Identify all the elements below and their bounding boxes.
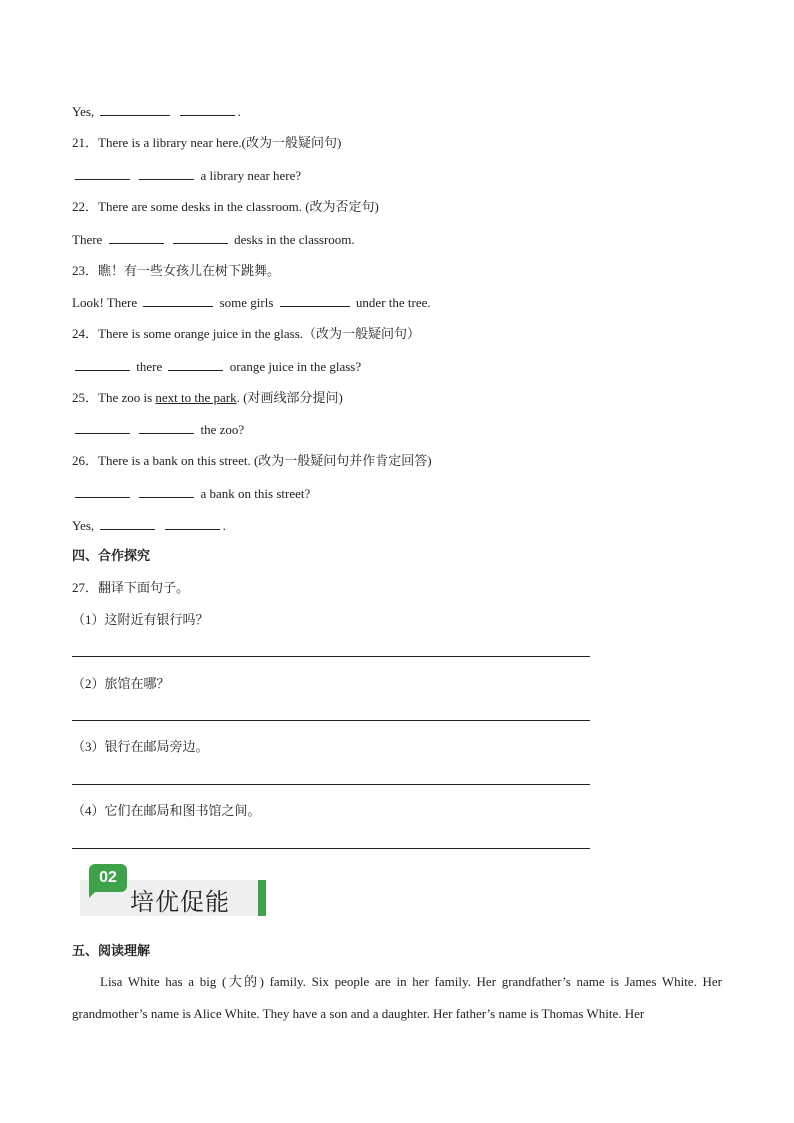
q22-prompt: 22．There are some desks in the classroom. (改为否定句)	[72, 199, 379, 214]
section-banner-accent-bar	[258, 880, 266, 916]
q26-blank-4[interactable]	[165, 516, 220, 530]
q22-blank-2[interactable]	[173, 230, 228, 244]
section5-heading: 五、阅读理解	[72, 943, 151, 958]
q20-blank-2[interactable]	[180, 102, 235, 116]
q27-item-4: （4）它们在邮局和图书馆之间。	[72, 803, 261, 818]
q27-item-3: （3）银行在邮局旁边。	[72, 739, 209, 754]
q27-item-2: （2）旅馆在哪？	[72, 676, 170, 691]
q25-underlined-phrase: next to the park	[155, 390, 237, 405]
q27-answer-rule-1[interactable]	[72, 656, 590, 657]
q27-answer-rule-3[interactable]	[72, 784, 590, 785]
q26-answer-suffix: a bank on this street?	[200, 486, 311, 501]
q23-answer-middle: some girls	[219, 295, 274, 310]
q25-prompt	[72, 389, 343, 407]
q22-answer-line	[72, 230, 355, 249]
q20-answer-prefix: Yes,	[72, 104, 95, 119]
q24-answer-line	[72, 357, 361, 376]
q21-answer-line	[72, 166, 301, 185]
q23-answer-prefix: Look! There	[72, 295, 138, 310]
q22-blank-1[interactable]	[109, 230, 164, 244]
section-banner	[80, 864, 266, 916]
q27-item-1: （1）这附近有银行吗？	[72, 612, 209, 627]
q25-prompt-prefix: 25．The zoo is	[72, 390, 156, 405]
q21-blank-1[interactable]	[75, 166, 130, 180]
q26-answer2-prefix: Yes,	[72, 518, 95, 533]
q27-answer-rule-4[interactable]	[72, 848, 590, 849]
section-banner-title: 培优促能	[130, 888, 230, 916]
q26-prompt: 26．There is a bank on this street. (改为一般疑问句并作肯定回答)	[72, 453, 432, 468]
q26-answer-line	[72, 484, 310, 503]
q27-answer-rule-2[interactable]	[72, 720, 590, 721]
q22-answer-prefix: There	[72, 232, 103, 247]
section-banner-number: 02	[89, 864, 127, 892]
q26-blank-3[interactable]	[100, 516, 155, 530]
q27-prompt: 27．翻译下面句子。	[72, 580, 190, 595]
q26-blank-2[interactable]	[139, 484, 194, 498]
q24-answer-middle: there	[136, 359, 163, 374]
q25-blank-2[interactable]	[139, 420, 194, 434]
q25-blank-1[interactable]	[75, 420, 130, 434]
q23-blank-2[interactable]	[280, 293, 350, 307]
q23-answer-line	[72, 293, 431, 312]
reading-passage	[72, 966, 722, 1030]
section4-heading: 四、合作探究	[72, 548, 151, 563]
q21-blank-2[interactable]	[139, 166, 194, 180]
q21-answer-suffix: a library near here?	[200, 168, 302, 183]
q26-blank-1[interactable]	[75, 484, 130, 498]
q24-blank-2[interactable]	[168, 357, 223, 371]
reading-passage-text: Lisa White has a big (大的) family. Six people are in her family. Her grandfather’s name is James White. Her grandmother’s name is Alice White. They have a son and a daughter. Her father’s name is Thomas White. Her	[72, 974, 722, 1021]
q23-blank-1[interactable]	[143, 293, 213, 307]
q24-prompt: 24．There is some orange juice in the glass.（改为一般疑问句）	[72, 326, 421, 341]
q25-answer-line	[72, 420, 244, 439]
q21-prompt: 21．There is a library near here.(改为一般疑问句)	[72, 135, 342, 150]
q24-blank-1[interactable]	[75, 357, 130, 371]
q24-answer-suffix: orange juice in the glass?	[229, 359, 362, 374]
q25-prompt-suffix: . (对画线部分提问)	[236, 390, 343, 405]
q20-blank-1[interactable]	[100, 102, 170, 116]
q25-answer-suffix: the zoo?	[200, 422, 245, 437]
q23-prompt: 23．瞧！有一些女孩儿在树下跳舞。	[72, 263, 281, 278]
q22-answer-suffix: desks in the classroom.	[234, 232, 355, 247]
q26-answer2-line: Yes, .	[72, 518, 226, 533]
q20-answer-line: Yes, .	[72, 104, 241, 119]
q23-answer-suffix: under the tree.	[355, 295, 431, 310]
